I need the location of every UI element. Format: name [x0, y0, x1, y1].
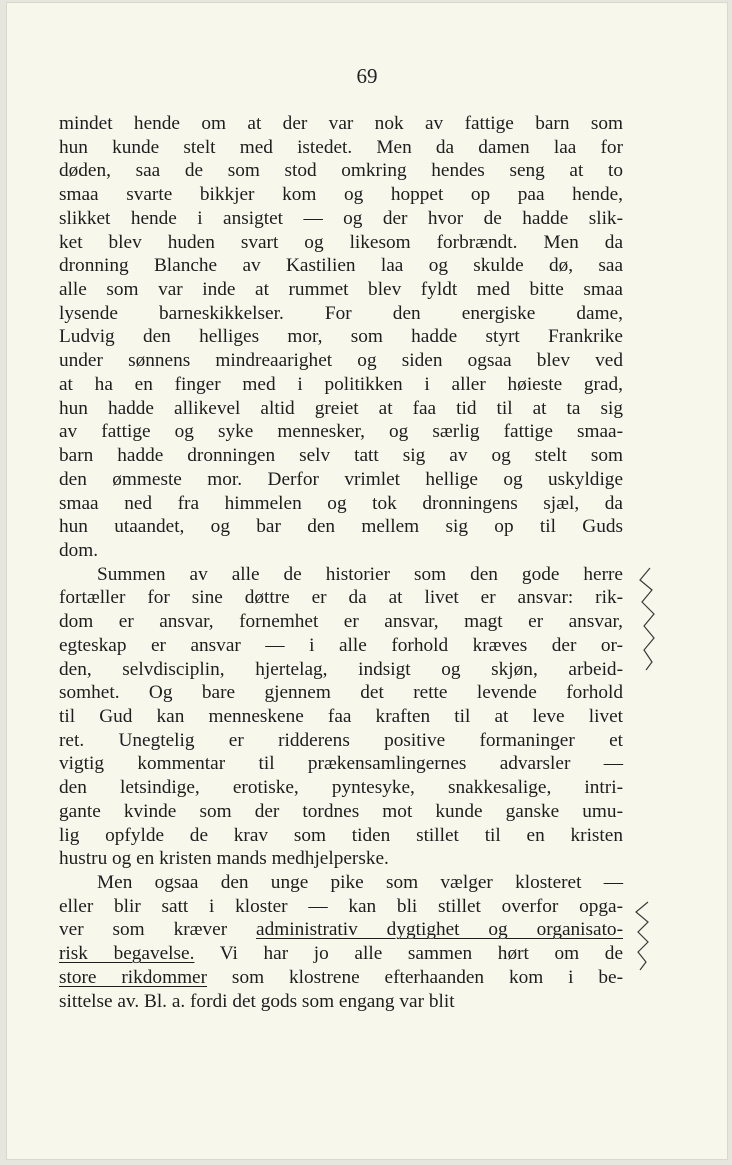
text-line: døden, saa de som stod omkring hendes seng at to: [59, 160, 623, 182]
body-text: [59, 112, 623, 1013]
text-line: at ha en finger med i politikken i aller høieste grad,: [59, 373, 623, 395]
text-line: sittelse av. Bl. a. fordi det gods som engang var blit: [59, 990, 455, 1012]
text-line: somhet. Og bare gjennem det rette levende forhold: [59, 682, 623, 704]
text-fragment: Vi har jo alle sammen hørt om de: [194, 943, 624, 965]
text-line: hun utaandet, og bar den mellem sig op til Guds: [59, 516, 623, 538]
margin-pencil-mark: [626, 896, 656, 976]
underlined-phrase: store rikdommer: [59, 966, 208, 988]
underlined-phrase: risk begavelse.: [59, 943, 195, 965]
margin-pencil-mark: [632, 564, 662, 674]
text-line: Summen av alle de historier som den gode herre: [97, 563, 623, 585]
text-line: mindet hende om at der var nok av fattige barn som: [59, 113, 623, 134]
text-line: alle som var inde at rummet blev fyldt med bitte smaa: [59, 279, 623, 301]
text-line: smaa svarte bikkjer kom og hoppet op paa hende,: [59, 184, 623, 206]
text-line: dom er ansvar, fornemhet er ansvar, magt er ansvar,: [59, 611, 623, 633]
text-line: egteskap er ansvar — i alle forhold kræves der or-: [59, 634, 623, 656]
text-line: gante kvinde som der tordnes mot kunde ganske umu-: [59, 800, 623, 822]
book-page: [6, 2, 728, 1160]
underlined-phrase: administrativ dygtighet og organisato-: [256, 919, 623, 941]
text-line: vigtig kommentar til prækensamlingernes advarsler —: [59, 753, 623, 775]
text-line: lysende barneskikkelser. For den energiske dame,: [59, 302, 623, 324]
text-fragment: som klostrene efterhaanden kom i be-: [207, 966, 623, 988]
text-line: fortæller for sine døttre er da at livet er ansvar: rik-: [59, 587, 623, 609]
text-line: hun kunde stelt med istedet. Men da damen laa for: [59, 136, 623, 158]
text-line: barn hadde dronningen selv tatt sig av og stelt som: [59, 445, 623, 467]
text-line: hun hadde allikevel altid greiet at faa tid til at ta sig: [59, 397, 623, 419]
text-line: Men ogsaa den unge pike som vælger klosteret —: [97, 872, 623, 893]
text-line: under sønnens mindreaarighet og siden ogsaa blev ved: [59, 350, 623, 372]
text-line: ret. Unegtelig er ridderens positive formaninger et: [59, 729, 623, 751]
text-line: smaa ned fra himmelen og tok dronningens sjæl, da: [59, 492, 623, 514]
text-line-underlined: [59, 966, 623, 990]
text-line: Ludvig den helliges mor, som hadde styrt Frankrike: [59, 326, 623, 348]
text-line: den, selvdisciplin, hjertelag, indsigt og skjøn, arbeid-: [59, 658, 623, 680]
text-line: ket blev huden svart og likesom forbrændt. Men da: [59, 231, 623, 253]
text-line: dronning Blanche av Kastilien laa og skulde dø, saa: [59, 255, 623, 277]
text-line-underlined: [59, 942, 623, 966]
text-line: eller blir satt i kloster — kan bli stillet overfor opga-: [59, 895, 623, 917]
text-line: dom.: [59, 539, 99, 561]
text-line: den ømmeste mor. Derfor vrimlet hellige og uskyldige: [59, 468, 623, 490]
page-number: 69: [356, 64, 378, 88]
text-line-underlined: [59, 918, 623, 942]
text-line: lig opfylde de krav som tiden stillet til en kristen: [59, 824, 623, 846]
text-line: til Gud kan menneskene faa kraften til at leve livet: [59, 705, 623, 727]
text-line: av fattige og syke mennesker, og særlig fattige smaa-: [59, 421, 623, 443]
text-line: den letsindige, erotiske, pyntesyke, snakkesalige, intri-: [59, 777, 623, 799]
text-fragment: ver som kræver: [59, 919, 257, 941]
text-line: slikket hende i ansigtet — og der hvor de hadde slik-: [59, 207, 623, 229]
text-line: hustru og en kristen mands medhjelperske.: [59, 848, 389, 870]
